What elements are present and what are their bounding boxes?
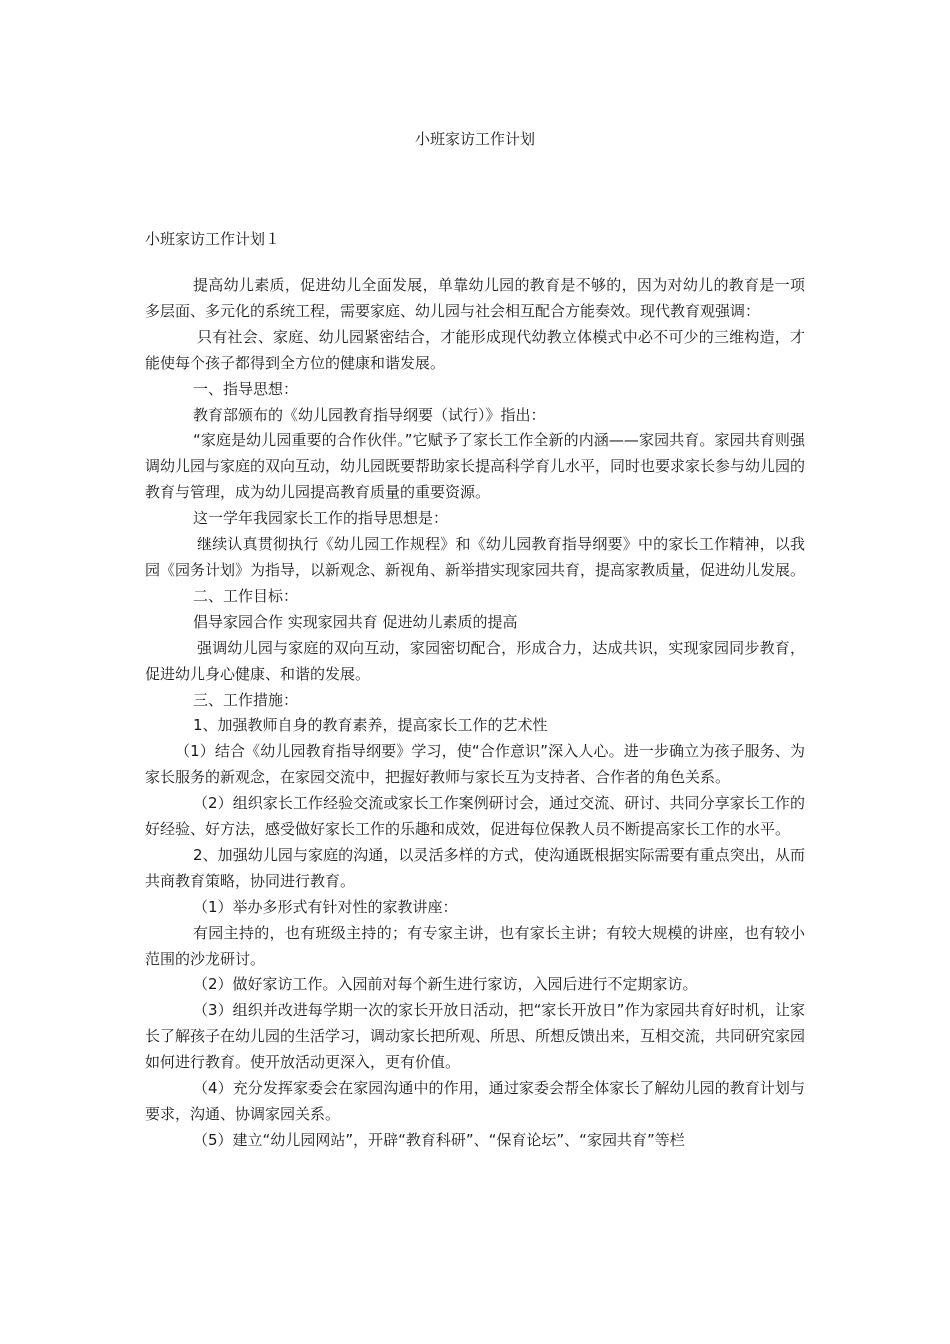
- paragraph: “家庭是幼儿园重要的合作伙伴。”它赋予了家长工作全新的内涵——家园共育。家园共育则强调幼儿园与家庭的双向互动，幼儿园既要帮助家长提高科学育儿水平，同时也要求家长参与幼儿园的教育与管理，成为幼儿园提高教育质量的重要资源。: [145, 431, 806, 502]
- paragraph: （3）组织并改进每学期一次的家长开放日活动，把“家长开放日”作为家园共育好时机，让家长了解孩子在幼儿园的生活学习，调动家长把所观、所思、所想反馈出来，互相交流，共同研究家园如何进行教育。使开放活动更深入，更有价值。: [145, 1001, 806, 1072]
- paragraph: 继续认真贯彻执行《幼儿园工作规程》和《幼儿园教育指导纲要》中的家长工作精神，以我园《园务计划》为指导，以新观念、新视角、新举措实现家园共育，提高家教质量，促进幼儿发展。: [145, 535, 806, 579]
- paragraph: （2）组织家长工作经验交流或家长工作案例研讨会，通过交流、研讨、共同分享家长工作的好经验、好方法，感受做好家长工作的乐趣和成效，促进每位保教人员不断提高家长工作的水平。: [145, 794, 805, 839]
- paragraph: 这一学年我园家长工作的指导思想是：: [193, 509, 449, 528]
- paragraph: 1、加强教师自身的教育素养，提高家长工作的艺术性: [193, 716, 548, 735]
- paragraph: 教育部颁布的《幼儿园教育指导纲要（试行）》指出：: [193, 405, 546, 424]
- paragraph: 只有社会、家庭、幼儿园紧密结合，才能形成现代幼教立体模式中必不可少的三维构造，才能使每个孩子都得到全方位的健康和谐发展。: [145, 327, 805, 372]
- paragraph: （2）做好家访工作。入园前对每个新生进行家访，入园后进行不定期家访。: [193, 975, 698, 994]
- heading-work-measures: 三、工作措施：: [193, 690, 299, 709]
- paragraph: 倡导家园合作 实现家园共育 促进幼儿素质的提高: [193, 612, 518, 631]
- section-heading: 小班家访工作计划１: [145, 230, 281, 248]
- document-title: 小班家访工作计划: [414, 130, 535, 148]
- heading-work-goals: 二、工作目标：: [193, 586, 299, 605]
- paragraph: （4）充分发挥家委会在家园沟通中的作用，通过家委会帮全体家长了解幼儿园的教育计划与要求，沟通、协调家园关系。: [145, 1079, 805, 1123]
- paragraph: （5）建立“幼儿园网站”，开辟“教育科研”、“保育论坛”、“家园共育”等栏: [193, 1130, 685, 1149]
- paragraph: 提高幼儿素质，促进幼儿全面发展，单靠幼儿园的教育是不够的，因为对幼儿的教育是一项多层面、多元化的系统工程，需要家庭、幼儿园与社会相互配合方能奏效。现代教育观强调：: [145, 276, 805, 320]
- heading-guiding-ideology: 一、指导思想：: [193, 379, 299, 398]
- paragraph: （1）举办多形式有针对性的家教讲座：: [193, 897, 458, 916]
- paragraph: 强调幼儿园与家庭的双向互动，家园密切配合，形成合力，达成共识，实现家园同步教育，促进幼儿身心健康、和谐的发展。: [145, 638, 805, 683]
- paragraph: （1）结合《幼儿园教育指导纲要》学习，使“合作意识”深入人心。进一步确立为孩子服务、为家长服务的新观念，在家园交流中，把握好教师与家长互为支持者、合作者的角色关系。: [145, 742, 805, 787]
- paragraph: 2、加强幼儿园与家庭的沟通，以灵活多样的方式，使沟通既根据实际需要有重点突出，从而共商教育策略，协同进行教育。: [145, 845, 805, 890]
- paragraph: 有园主持的，也有班级主持的；有专家主讲，也有家长主讲；有较大规模的讲座，也有较小范围的沙龙研讨。: [145, 923, 805, 968]
- document-body: [145, 273, 805, 1154]
